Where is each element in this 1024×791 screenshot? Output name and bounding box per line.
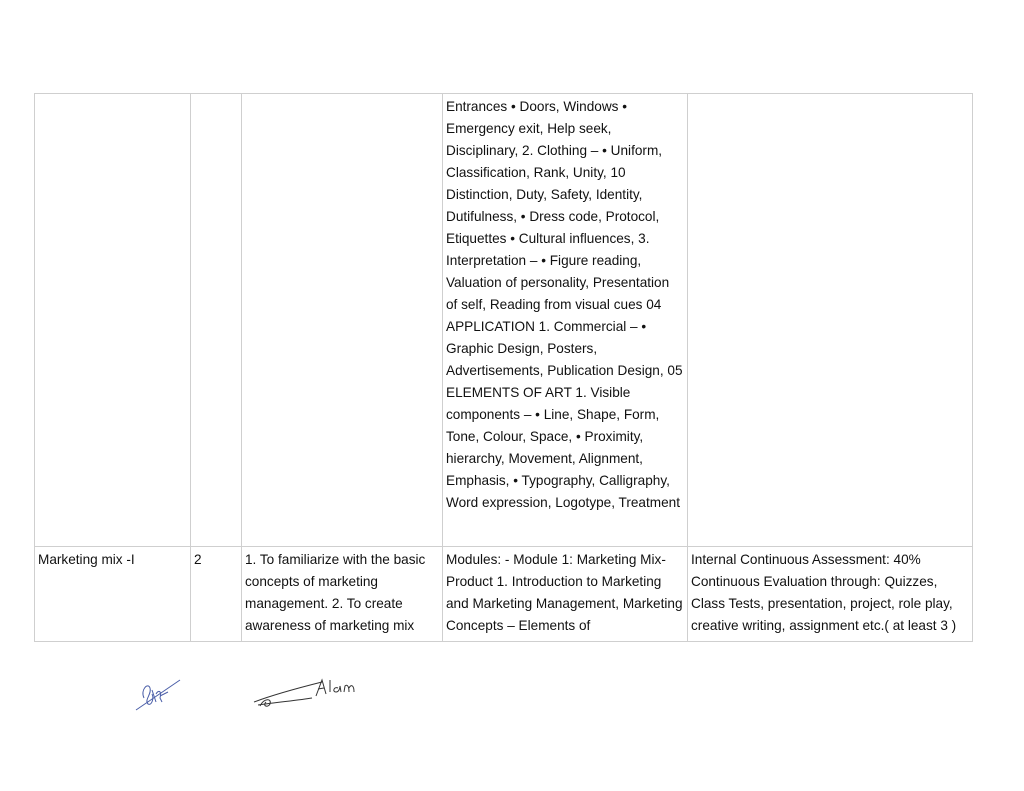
objectives-cell bbox=[242, 94, 443, 547]
objectives-cell: 1. To familiarize with the basic concepts of marketing management. 2. To create awareness of marketing mix bbox=[242, 547, 443, 642]
content-cell: Entrances • Doors, Windows • Emergency exit, Help seek, Disciplinary, 2. Clothing – • Uniform, Classification, Rank, Unity, 10 Distinction, Duty, Safety, Identity, Dutifulness, • Dress code, Protocol, Etiquettes • Cultural influences, 3. Interpretation – • Figure reading, Valuation of personality, Presentation of self, Reading from visual cues 04 APPLICATION 1. Commercial – • Graphic Design, Posters, Advertisements, Publication Design, 05 ELEMENTS OF ART 1. Visible components – • Line, Shape, Form, Tone, Colour, Space, • Proximity, hierarchy, Movement, Alignment, Emphasis, • Typography, Calligraphy, Word expression, Logotype, Treatment bbox=[443, 94, 688, 547]
syllabus-table bbox=[34, 93, 973, 642]
credits-cell: 2 bbox=[191, 547, 242, 642]
assessment-cell: Internal Continuous Assessment: 40% Continuous Evaluation through: Quizzes, Class Tests, presentation, project, role play, creative writing, assignment etc.( at least 3 ) bbox=[688, 547, 973, 642]
signature-alam-image bbox=[250, 672, 370, 712]
signature-initials-image bbox=[130, 668, 190, 716]
course-name-cell: Marketing mix -I bbox=[35, 547, 191, 642]
content-cell: Modules: - Module 1: Marketing Mix-Product 1. Introduction to Marketing and Marketing Management, Marketing Concepts – Elements of bbox=[443, 547, 688, 642]
table-row bbox=[35, 94, 973, 547]
course-name-cell bbox=[35, 94, 191, 547]
signatures-area bbox=[130, 668, 390, 718]
credits-cell bbox=[191, 94, 242, 547]
assessment-cell bbox=[688, 94, 973, 547]
table-row bbox=[35, 547, 973, 642]
